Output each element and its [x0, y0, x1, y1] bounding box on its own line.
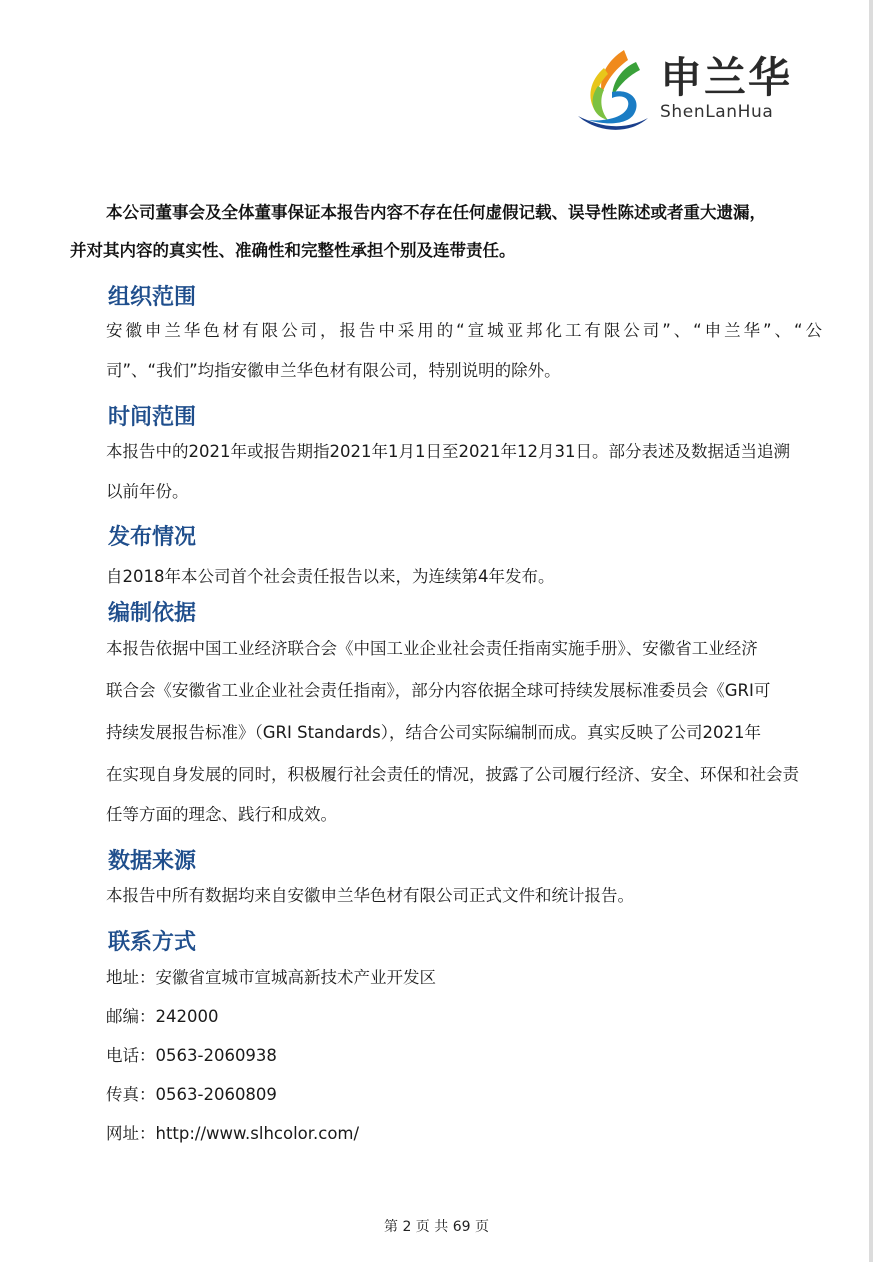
- page-number: 第 2 页 共 69 页: [384, 1219, 489, 1235]
- section-text: 本报告依据中国工业经济联合会《中国工业企业社会责任指南实施手册》、安徽省工业经济: [106, 639, 758, 658]
- scrollbar[interactable]: [869, 0, 873, 1262]
- section-heading-data-source: 数据来源: [108, 849, 197, 874]
- flame-swirl-logo-icon: [578, 46, 658, 132]
- section-text: 联合会《安徽省工业企业社会责任指南》，部分内容依据全球可持续发展标准委员会《GRI可: [106, 681, 771, 700]
- contact-website-link[interactable]: 网址：http://www.slhcolor.com/: [106, 1124, 360, 1143]
- section-text: 以前年份。: [106, 482, 189, 501]
- company-logo: [578, 46, 808, 132]
- section-text: 本报告中所有数据均来自安徽申兰华色材有限公司正式文件和统计报告。: [106, 886, 634, 905]
- section-text: 本报告中的2021年或报告期指2021年1月1日至2021年12月31日。部分表述及数据适当追溯: [106, 442, 790, 461]
- contact-postcode: 邮编：242000: [106, 1007, 219, 1026]
- contact-fax: 传真：0563-2060809: [106, 1085, 277, 1104]
- section-heading-publication: 发布情况: [108, 525, 197, 550]
- contact-phone: 电话：0563-2060938: [106, 1046, 277, 1065]
- statement-line-2: 并对其内容的真实性、准确性和完整性承担个别及连带责任。: [70, 241, 516, 260]
- section-text: 司”、“我们”均指安徽申兰华色材有限公司，特别说明的除外。: [106, 361, 561, 380]
- section-heading-contact: 联系方式: [108, 930, 197, 955]
- section-text: 持续发展报告标准》（GRI Standards），结合公司实际编制而成。真实反映了公司2021年: [106, 723, 762, 742]
- section-text: 安徽申兰华色材有限公司，报告中采用的“宣城亚邦化工有限公司”、“申兰华”、“公: [106, 321, 822, 340]
- section-text: 任等方面的理念、践行和成效。: [106, 805, 337, 824]
- section-heading-time-scope: 时间范围: [108, 405, 197, 430]
- section-heading-organization-scope: 组织范围: [108, 285, 197, 310]
- section-text: 在实现自身发展的同时，积极履行社会责任的情况，披露了公司履行经济、安全、环保和社会责: [106, 765, 799, 784]
- statement-line-1: 本公司董事会及全体董事保证本报告内容不存在任何虚假记载、误导性陈述或者重大遗漏，: [106, 203, 766, 222]
- section-heading-compilation-basis: 编制依据: [108, 601, 197, 626]
- logo-name-cn: 申兰华: [660, 53, 793, 102]
- section-text: 自2018年本公司首个社会责任报告以来，为连续第4年发布。: [106, 567, 555, 586]
- logo-name-en: ShenLanHua: [660, 102, 774, 122]
- contact-address: 地址：安徽省宣城市宣城高新技术产业开发区: [106, 968, 436, 987]
